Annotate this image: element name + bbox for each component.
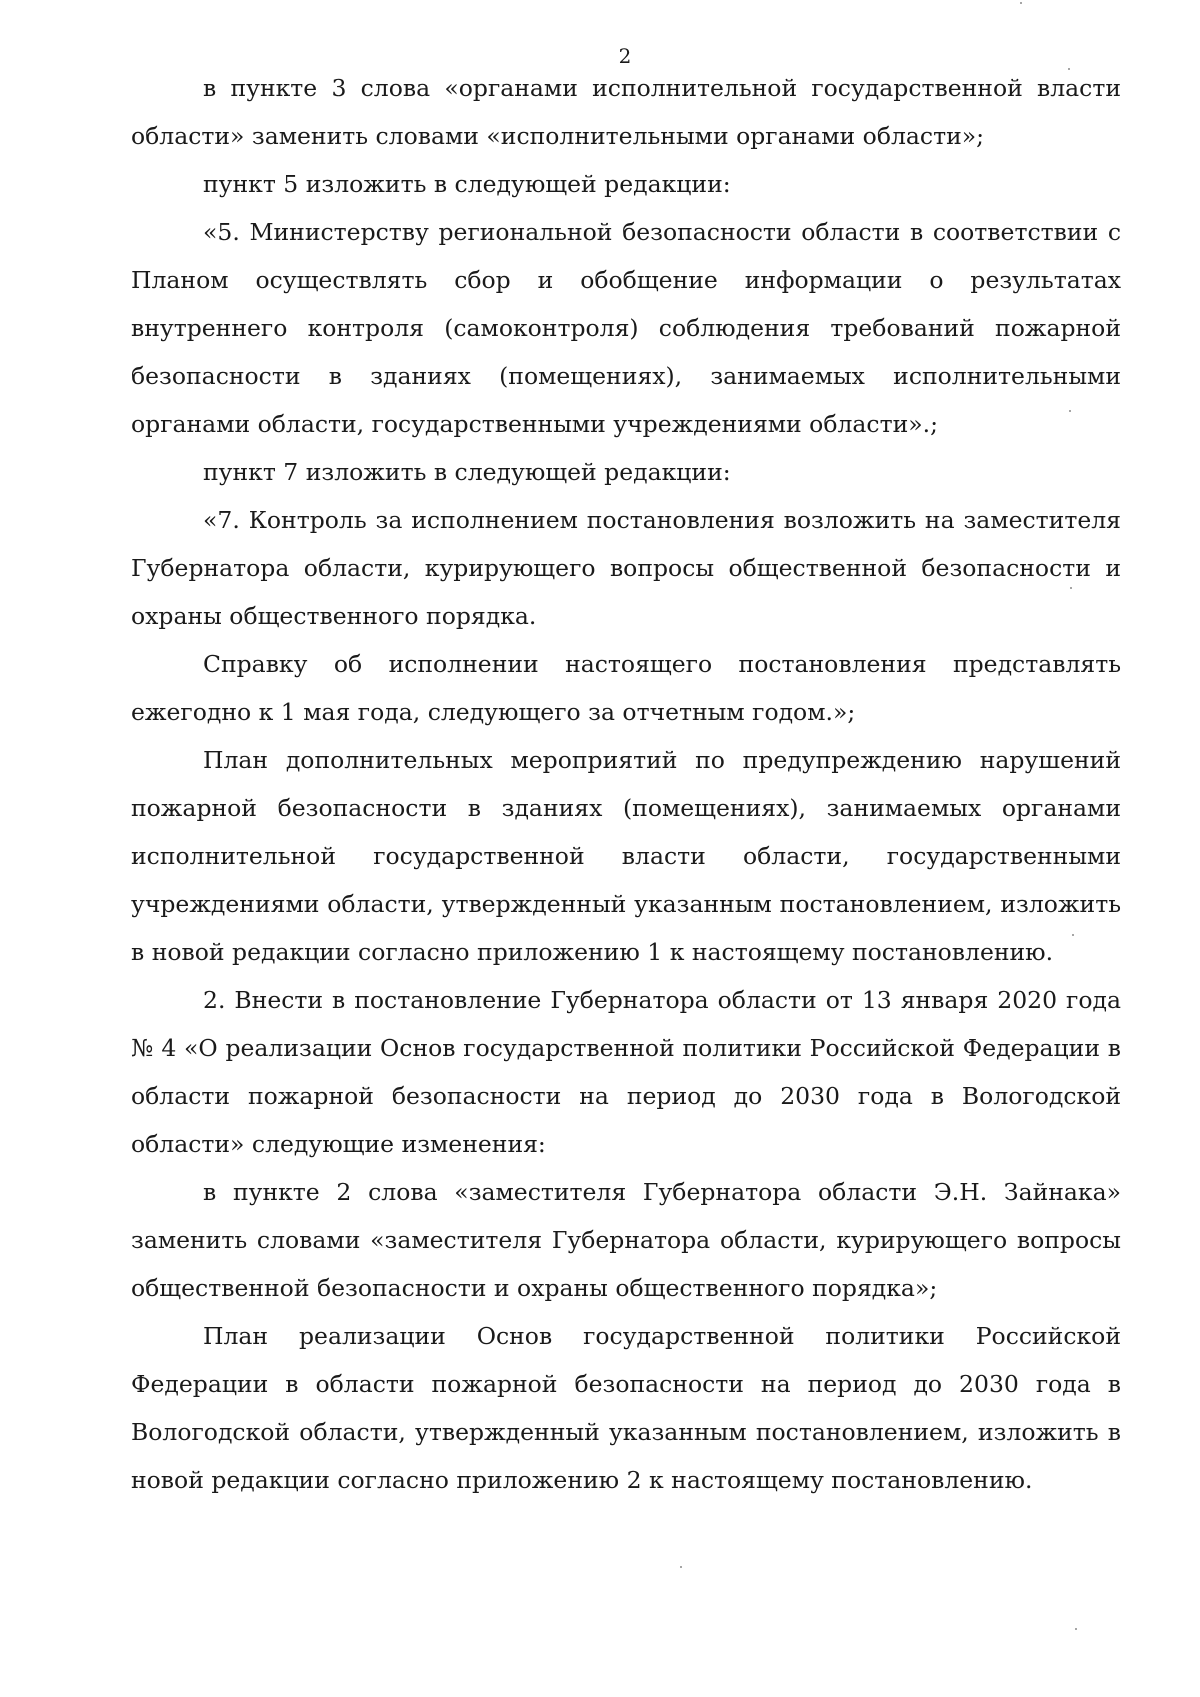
scan-speck (1020, 2, 1022, 4)
scan-speck (1069, 410, 1071, 412)
scan-speck (1070, 587, 1072, 589)
paragraph-2: пункт 5 изложить в следующей редакции: (203, 170, 731, 198)
paragraph-4: пункт 7 изложить в следующей редакции: (203, 458, 731, 486)
paragraph-5: «7. Контроль за исполнением постановления возложить на заместителя Губернатора области, курирующего вопросы общественной безопасности и охраны общественного порядка. (131, 506, 1121, 630)
paragraph-6: Справку об исполнении настоящего постановления представлять ежегодно к 1 мая года, следующего за отчетным годом.»; (131, 650, 1121, 726)
paragraph-8: 2. Внести в постановление Губернатора области от 13 января 2020 года № 4 «О реализации Основ государственной политики Российской Федерации в области пожарной безопасности на период до 2030 года в Вологодской области» следующие изменения: (131, 986, 1121, 1158)
document-body (131, 64, 1121, 1504)
scan-speck (1068, 68, 1070, 70)
page-number: 2 (618, 44, 632, 68)
paragraph-1: в пункте 3 слова «органами исполнительной государственной власти области» заменить словами «исполнительными органами области»; (131, 74, 1121, 150)
paragraph-10: План реализации Основ государственной политики Российской Федерации в области пожарной безопасности на период до 2030 года в Вологодской области, утвержденный указанным постановлением, изложить в новой редакции согласно приложению 2 к настоящему постановлению. (131, 1322, 1121, 1494)
scan-speck (680, 1566, 682, 1568)
scan-speck (1072, 934, 1074, 936)
scan-speck (1075, 1628, 1077, 1630)
paragraph-9: в пункте 2 слова «заместителя Губернатора области Э.Н. Зайнака» заменить словами «заместителя Губернатора области, курирующего вопросы общественной безопасности и охраны общественного порядка»; (131, 1178, 1121, 1302)
paragraph-3: «5. Министерству региональной безопасности области в соответствии с Планом осуществлять сбор и обобщение информации о результатах внутреннего контроля (самоконтроля) соблюдения требований пожарной безопасности в зданиях (помещениях), занимаемых исполнительными органами области, государственными учреждениями области».; (131, 218, 1121, 438)
paragraph-7: План дополнительных мероприятий по предупреждению нарушений пожарной безопасности в зданиях (помещениях), занимаемых органами исполнительной государственной власти области, государственными учреждениями области, утвержденный указанным постановлением, изложить в новой редакции согласно приложению 1 к настоящему постановлению. (131, 746, 1121, 966)
